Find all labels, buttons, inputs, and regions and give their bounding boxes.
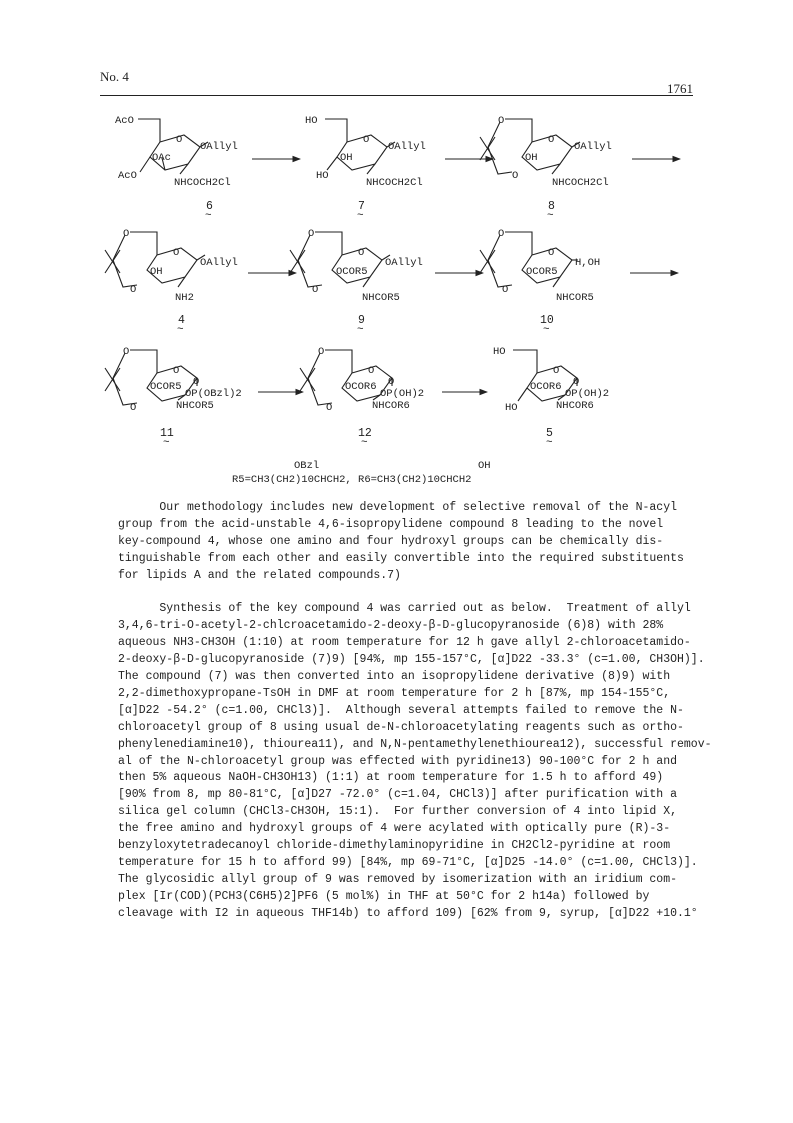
ring-oxygen: O xyxy=(548,134,555,146)
ho-label: HO xyxy=(505,402,518,414)
text-line: key-compound 4, whose one amino and four hydroxyl groups can be chemically dis- xyxy=(118,534,664,548)
acetal-oxygen: O xyxy=(123,228,130,240)
ho-label: HO xyxy=(493,346,506,358)
text-line: temperature for 15 h to afford 99) [84%, mp 69-71°C, [α]D25 -14.0° (c=1.00, CHCl3)]. xyxy=(118,856,698,870)
acetal-oxygen: O xyxy=(312,284,319,296)
compound-number: 5 xyxy=(546,427,553,440)
r-definitions: R5=CH3(CH2)10CHCH2, R6=CH3(CH2)10CHCH2 xyxy=(232,474,472,486)
nhcoch2cl-label: NHCOCH2Cl xyxy=(552,177,609,189)
text-line: 3,4,6-tri-O-acetyl-2-chlcroacetamido-2-deoxy-β-D-glucopyranoside (6)8) with 28% xyxy=(118,619,664,633)
tilde-mark: ~ xyxy=(205,210,212,222)
nhcor5-label: NHCOR5 xyxy=(556,292,594,304)
oallyl-label: OAllyl xyxy=(574,141,612,153)
compound-number: 11 xyxy=(160,427,174,440)
compound-number: 4 xyxy=(178,314,185,327)
tilde-mark: ~ xyxy=(361,437,368,449)
acetal-oxygen: O xyxy=(326,402,333,414)
structure-compound-12 xyxy=(300,346,424,449)
text-line: Synthesis of the key compound 4 was carried out as below. Treatment of allyl xyxy=(118,602,691,616)
tilde-mark: ~ xyxy=(547,210,554,222)
tilde-mark: ~ xyxy=(546,437,553,449)
page-number: 1761 xyxy=(667,81,693,96)
compound-number: 12 xyxy=(358,427,372,440)
text-line: chloroacetyl group of 8 using usual de-N-chloroacetylating reagents such as ortho- xyxy=(118,720,684,734)
ring-oxygen: O xyxy=(176,134,183,146)
structure-compound-6 xyxy=(115,115,238,222)
ring-oxygen: O xyxy=(553,365,560,377)
acetal-oxygen: O xyxy=(123,346,130,358)
journal-issue: No. 4 xyxy=(100,69,129,84)
nh2-label: NH2 xyxy=(175,292,194,304)
paragraph xyxy=(118,500,698,585)
compound-number: 7 xyxy=(358,200,365,213)
ring-oxygen: O xyxy=(363,134,370,146)
structure-compound-7 xyxy=(305,115,426,222)
text-line: then 5% aqueous NaOH-CH3OH13) (1:1) at room temperature for 1.5 h to afford 49) xyxy=(118,771,664,785)
acetal-oxygen: O xyxy=(318,346,325,358)
ocor6-label: OCOR6 xyxy=(530,381,562,393)
text-line: tinguishable from each other and easily convertible into the required substituents xyxy=(118,551,684,565)
text-line: The glycosidic allyl group of 9 was removed by isomerization with an iridium com- xyxy=(118,872,677,886)
phosphate-oxo: O xyxy=(573,376,580,388)
compound-number: 9 xyxy=(358,314,365,327)
oallyl-label: OAllyl xyxy=(200,141,238,153)
oh-label: OH xyxy=(340,152,353,164)
tilde-mark: ~ xyxy=(357,210,364,222)
ring-oxygen: O xyxy=(173,365,180,377)
tilde-mark: ~ xyxy=(543,324,550,336)
acetal-oxygen: O xyxy=(308,228,315,240)
ocor5-label: OCOR5 xyxy=(336,266,368,278)
compound-number: 8 xyxy=(548,200,555,213)
text-line: phenylenediamine10), thiourea11), and N,N-pentamethylenethiourea12), successful remov- xyxy=(118,737,712,751)
compound-number: 6 xyxy=(206,200,213,213)
oh-label: OH xyxy=(150,266,163,278)
ocor6-label: OCOR6 xyxy=(345,381,377,393)
acetal-oxygen: O xyxy=(130,402,137,414)
nhcoch2cl-label: NHCOCH2Cl xyxy=(174,177,231,189)
text-line: 2,2-dimethoxypropane-TsOH in DMF at room temperature for 2 h [87%, mp 154-155°C, xyxy=(118,686,671,700)
ocor5-label: OCOR5 xyxy=(150,381,182,393)
text-line: Our methodology includes new development of selective removal of the N-acyl xyxy=(118,501,677,514)
oallyl-label: OAllyl xyxy=(385,257,423,269)
structure-compound-10 xyxy=(480,228,600,336)
reaction-scheme xyxy=(100,102,693,497)
phosphate-oxo: O xyxy=(193,376,200,388)
structure-compound-8 xyxy=(480,115,612,222)
structure-compound-5 xyxy=(493,346,609,449)
nhcoch2cl-label: NHCOCH2Cl xyxy=(366,177,423,189)
ring-oxygen: O xyxy=(368,365,375,377)
structure-compound-4 xyxy=(105,228,238,336)
structure-compound-9 xyxy=(290,228,423,336)
text-line: silica gel column (CHCl3-CH3OH, 15:1). For further conversion of 4 into lipid X, xyxy=(118,805,677,819)
acetal-oxygen: O xyxy=(130,284,137,296)
ring-oxygen: O xyxy=(358,247,365,259)
tilde-mark: ~ xyxy=(357,324,364,336)
ho-label: HO xyxy=(316,170,329,182)
compound-number: 10 xyxy=(540,314,554,327)
aco-label: AcO xyxy=(115,115,134,127)
ocor5-label: OCOR5 xyxy=(526,266,558,278)
acetal-oxygen: O xyxy=(502,284,509,296)
oh-label: OH xyxy=(478,460,491,472)
paragraph xyxy=(118,601,712,922)
obzl-label: OBzl xyxy=(294,460,320,472)
text-line: 2-deoxy-β-D-glucopyranoside (7)9) [94%, mp 155-157°C, [α]D22 -33.3° (c=1.00, CH3OH)]. xyxy=(118,653,705,667)
opbzl-label: OP(OBzl)2 xyxy=(185,388,242,400)
ring-oxygen: O xyxy=(548,247,555,259)
acetal-oxygen: O xyxy=(498,228,505,240)
text-line: for lipids A and the related compounds.7) xyxy=(118,568,401,582)
ring-oxygen: O xyxy=(173,247,180,259)
structure-compound-11 xyxy=(105,346,242,449)
text-line: benzyloxytetradecanoyl chloride-dimethylaminopyridine in CH2Cl2-pyridine at room xyxy=(118,839,671,853)
nhcor5-label: NHCOR5 xyxy=(362,292,400,304)
ho-label: HO xyxy=(305,115,318,127)
header-rule xyxy=(100,95,693,96)
text-line: the free amino and hydroxyl groups of 4 were acylated with optically pure (R)-3- xyxy=(118,822,671,836)
tilde-mark: ~ xyxy=(177,324,184,336)
opoh-label: OP(OH)2 xyxy=(380,388,425,400)
text-line: [90% from 8, mp 80-81°C, [α]D27 -72.0° (c=1.04, CHCl3)] after purification with a xyxy=(118,788,677,802)
nhcor6-label: NHCOR6 xyxy=(556,400,594,412)
oh-label: OH xyxy=(525,152,538,164)
hoh-label: H,OH xyxy=(575,257,601,269)
nhcor5-label: NHCOR5 xyxy=(176,400,214,412)
acetal-oxygen: O xyxy=(512,170,519,182)
nhcor6-label: NHCOR6 xyxy=(372,400,410,412)
body-text xyxy=(118,500,712,923)
text-line: cleavage with I2 in aqueous THF14b) to afford 109) [62% from 9, syrup, [α]D22 +10.1° xyxy=(118,906,698,920)
text-line: plex [Ir(COD)(PCH3(C6H5)2]PF6 (5 mol%) in THF at 50°C for 2 h14a) followed by xyxy=(118,889,650,903)
text-line: al of the N-chloroacetyl group was effected with pyridine13) 90-100°C for 2 h and xyxy=(118,754,677,768)
text-line: aqueous NH3-CH3OH (1:10) at room temperature for 12 h gave allyl 2-chloroacetamido- xyxy=(118,636,691,650)
phosphate-oxo: O xyxy=(388,376,395,388)
oac-label: OAc xyxy=(152,152,171,164)
text-line: group from the acid-unstable 4,6-isopropylidene compound 8 leading to the novel xyxy=(118,517,664,531)
oallyl-label: OAllyl xyxy=(388,141,426,153)
tilde-mark: ~ xyxy=(163,437,170,449)
acetal-oxygen: O xyxy=(498,115,505,127)
text-line: The compound (7) was then converted into an isopropylidene derivative (8)9) with xyxy=(118,670,671,684)
text-line: [α]D22 -54.2° (c=1.00, CHCl3)]. Although several attempts failed to remove the N- xyxy=(118,703,684,717)
aco-label: AcO xyxy=(118,170,137,182)
opoh-label: OP(OH)2 xyxy=(565,388,610,400)
oallyl-label: OAllyl xyxy=(200,257,238,269)
paragraph-gap xyxy=(118,585,698,602)
